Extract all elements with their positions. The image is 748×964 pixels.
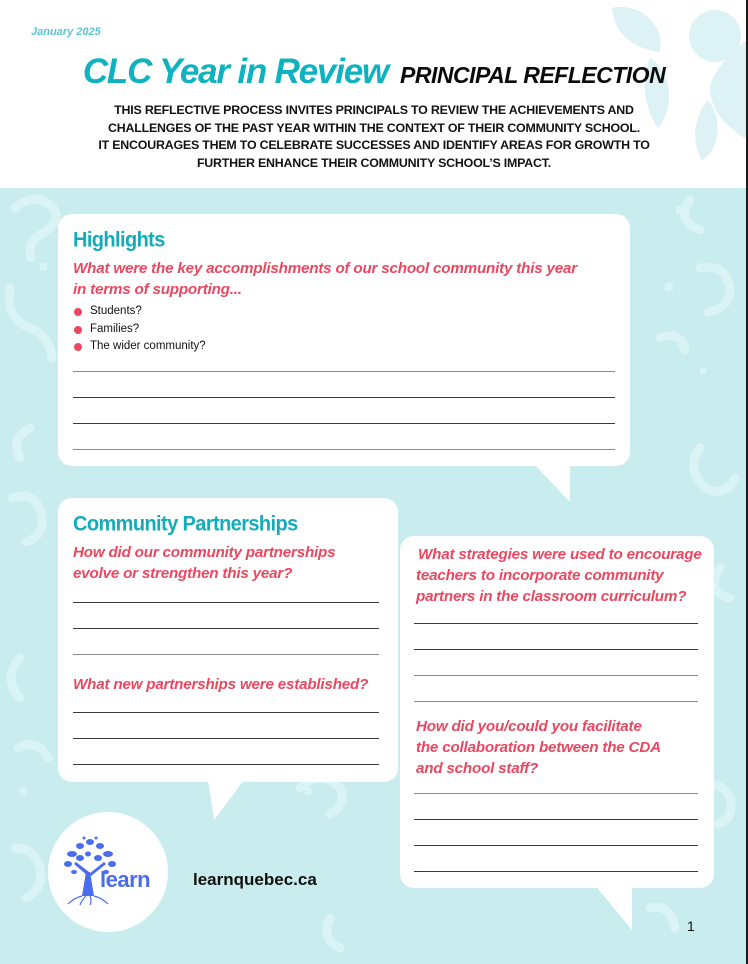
answer-line[interactable]: [73, 371, 615, 372]
intro-line: THIS REFLECTIVE PROCESS INVITES PRINCIPALS TO REVIEW THE ACHIEVEMENTS AND: [114, 103, 634, 117]
page-subtitle: PRINCIPAL REFLECTION: [400, 62, 666, 88]
question-line: the collaboration between the CDA: [416, 739, 661, 756]
question-line: How did our community partnerships: [73, 544, 336, 561]
answer-line[interactable]: [73, 628, 379, 629]
highlights-card: [58, 214, 630, 466]
strategies-question-2: [416, 716, 714, 779]
question-line: How did you/could you facilitate: [416, 718, 642, 735]
answer-line[interactable]: [73, 654, 379, 655]
answer-line[interactable]: [414, 701, 698, 702]
question-line: teachers to incorporate community: [416, 567, 664, 584]
question-line: What new partnerships were established?: [73, 676, 369, 693]
answer-line[interactable]: [73, 602, 379, 603]
answer-line[interactable]: [73, 397, 615, 398]
intro-line: IT ENCOURAGES THEM TO CELEBRATE SUCCESSES AND IDENTIFY AREAS FOR GROWTH TO: [98, 138, 650, 152]
partnerships-bubble-tail: [208, 780, 248, 822]
question-line: evolve or strengthen this year?: [73, 565, 293, 582]
date-label: January 2025: [31, 26, 101, 38]
answer-line[interactable]: [414, 623, 698, 624]
page-number: 1: [687, 918, 695, 934]
answer-line[interactable]: [414, 845, 698, 846]
bullet-label: Families?: [90, 322, 140, 335]
answer-line[interactable]: [414, 793, 698, 794]
page-title: CLC Year in Review: [82, 52, 389, 91]
question-line: What were the key accomplishments of our school community this year: [73, 260, 577, 277]
highlights-bubble-tail: [534, 464, 574, 504]
question-line: What strategies were used to encourage: [418, 546, 702, 563]
answer-line[interactable]: [73, 764, 379, 765]
question-line: partners in the classroom curriculum?: [416, 588, 687, 605]
strategies-question-1: [416, 544, 714, 607]
learn-logo[interactable]: [48, 812, 168, 932]
bullet-dot-icon: [74, 326, 82, 334]
bullet-label: The wider community?: [90, 340, 206, 352]
answer-line[interactable]: [73, 738, 379, 739]
answer-line[interactable]: [414, 675, 698, 676]
highlights-bullet-list: [73, 303, 623, 356]
highlights-title: Highlights: [73, 228, 165, 252]
answer-line[interactable]: [73, 449, 615, 450]
partnerships-card: [58, 498, 398, 782]
bullet-dot-icon: [74, 343, 82, 351]
intro-line: FURTHER ENHANCE THEIR COMMUNITY SCHOOL’S IMPACT.: [196, 155, 552, 170]
question-line: in terms of supporting...: [73, 281, 242, 298]
answer-line[interactable]: [414, 649, 698, 650]
highlights-question: [73, 258, 623, 300]
strategies-card: [400, 536, 714, 888]
partnerships-question-2: [73, 674, 393, 695]
answer-line[interactable]: [73, 423, 615, 424]
logo-text: learn: [100, 867, 151, 892]
intro-text: [40, 102, 708, 172]
strategies-bubble-tail: [594, 884, 634, 934]
title-row: [0, 52, 748, 92]
answer-line[interactable]: [414, 819, 698, 820]
question-line: and school staff?: [416, 760, 539, 777]
bullet-dot-icon: [74, 308, 82, 316]
bullet-item: [73, 303, 623, 321]
partnerships-question-1: [73, 542, 393, 584]
bullet-label: Students?: [90, 305, 142, 317]
website-link[interactable]: learnquebec.ca: [193, 870, 317, 889]
intro-line: CHALLENGES OF THE PAST YEAR WITHIN THE CONTEXT OF THEIR COMMUNITY SCHOOL.: [108, 120, 640, 135]
bullet-item: [73, 338, 623, 356]
header: [0, 0, 748, 188]
answer-line[interactable]: [414, 871, 698, 872]
answer-line[interactable]: [73, 712, 379, 713]
bullet-item: [73, 321, 623, 339]
partnerships-title: Community Partnerships: [73, 512, 298, 536]
